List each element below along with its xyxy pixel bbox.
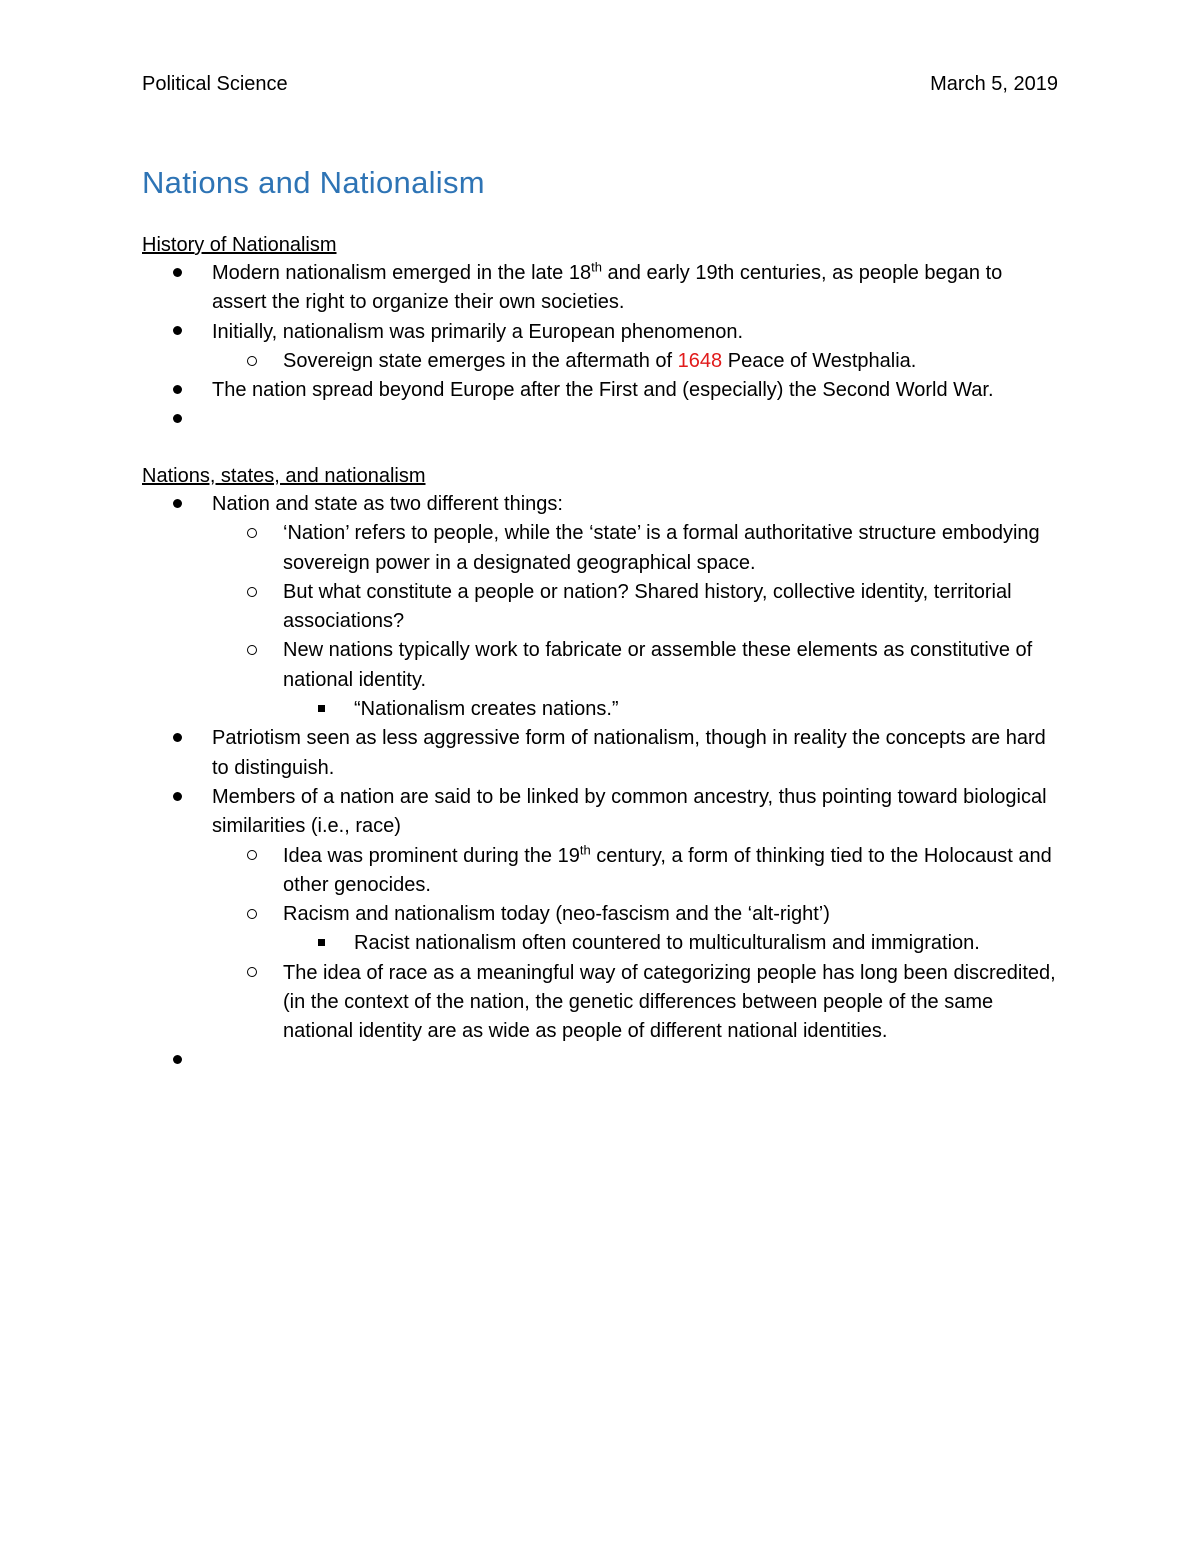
list-item: New nations typically work to fabricate or assemble these elements as constitutive of national identity.	[0, 636, 1063, 695]
list-item: The nation spread beyond Europe after the First and (especially) the Second World War.	[0, 376, 1062, 405]
history-list	[0, 259, 1200, 435]
bullet-icon	[173, 259, 182, 288]
section-heading-nations-states: Nations, states, and nationalism	[142, 465, 426, 487]
bullet-icon	[173, 405, 182, 434]
list-item-empty	[0, 1047, 1062, 1076]
list-item: But what constitute a people or nation? Shared history, collective identity, territorial associations?	[0, 578, 1063, 637]
circle-bullet-icon	[247, 519, 257, 548]
circle-bullet-icon	[247, 842, 257, 871]
list-item: Initially, nationalism was primarily a European phenomenon.	[0, 318, 1062, 347]
header-course: Political Science	[142, 73, 288, 95]
list-item: Nation and state as two different things:	[0, 490, 1062, 519]
list-item: Racism and nationalism today (neo-fascism and the ‘alt-right’)	[0, 900, 1063, 929]
list-item: Modern nationalism emerged in the late 18th and early 19th centuries, as people began to assert the right to organize their own societies.	[0, 259, 1062, 318]
document-title: Nations and Nationalism	[142, 165, 485, 200]
bullet-icon	[173, 783, 182, 812]
circle-bullet-icon	[247, 900, 257, 929]
bullet-icon	[173, 376, 182, 405]
square-bullet-icon	[318, 929, 325, 958]
list-item: “Nationalism creates nations.”	[0, 695, 1062, 724]
bullet-icon	[173, 490, 182, 519]
list-item: Sovereign state emerges in the aftermath of 1648 Peace of Westphalia.	[0, 347, 1063, 376]
circle-bullet-icon	[247, 578, 257, 607]
circle-bullet-icon	[247, 959, 257, 988]
square-bullet-icon	[318, 695, 325, 724]
list-item: Racist nationalism often countered to multiculturalism and immigration.	[0, 929, 1062, 958]
header-date: March 5, 2019	[930, 73, 1058, 95]
list-item: ‘Nation’ refers to people, while the ‘state’ is a formal authoritative structure embodying sovereign power in a designated geographical space.	[0, 519, 1063, 578]
list-item: Patriotism seen as less aggressive form of nationalism, though in reality the concepts are hard to distinguish.	[0, 724, 1062, 783]
section-heading-history: History of Nationalism	[142, 234, 337, 256]
circle-bullet-icon	[247, 347, 257, 376]
highlighted-year: 1648	[677, 349, 723, 372]
bullet-icon	[173, 1047, 182, 1076]
list-item: The idea of race as a meaningful way of categorizing people has long been discredited, (in the context of the nation, the genetic differences between people of the same national identity are as wide as people of different national identities.	[0, 959, 1063, 1047]
circle-bullet-icon	[247, 636, 257, 665]
bullet-icon	[173, 724, 182, 753]
list-item-empty	[0, 405, 1062, 434]
nations-list	[0, 490, 1200, 1076]
bullet-icon	[173, 318, 182, 347]
list-item: Members of a nation are said to be linked by common ancestry, thus pointing toward biological similarities (i.e., race)	[0, 783, 1062, 842]
list-item: Idea was prominent during the 19th century, a form of thinking tied to the Holocaust and other genocides.	[0, 842, 1063, 901]
